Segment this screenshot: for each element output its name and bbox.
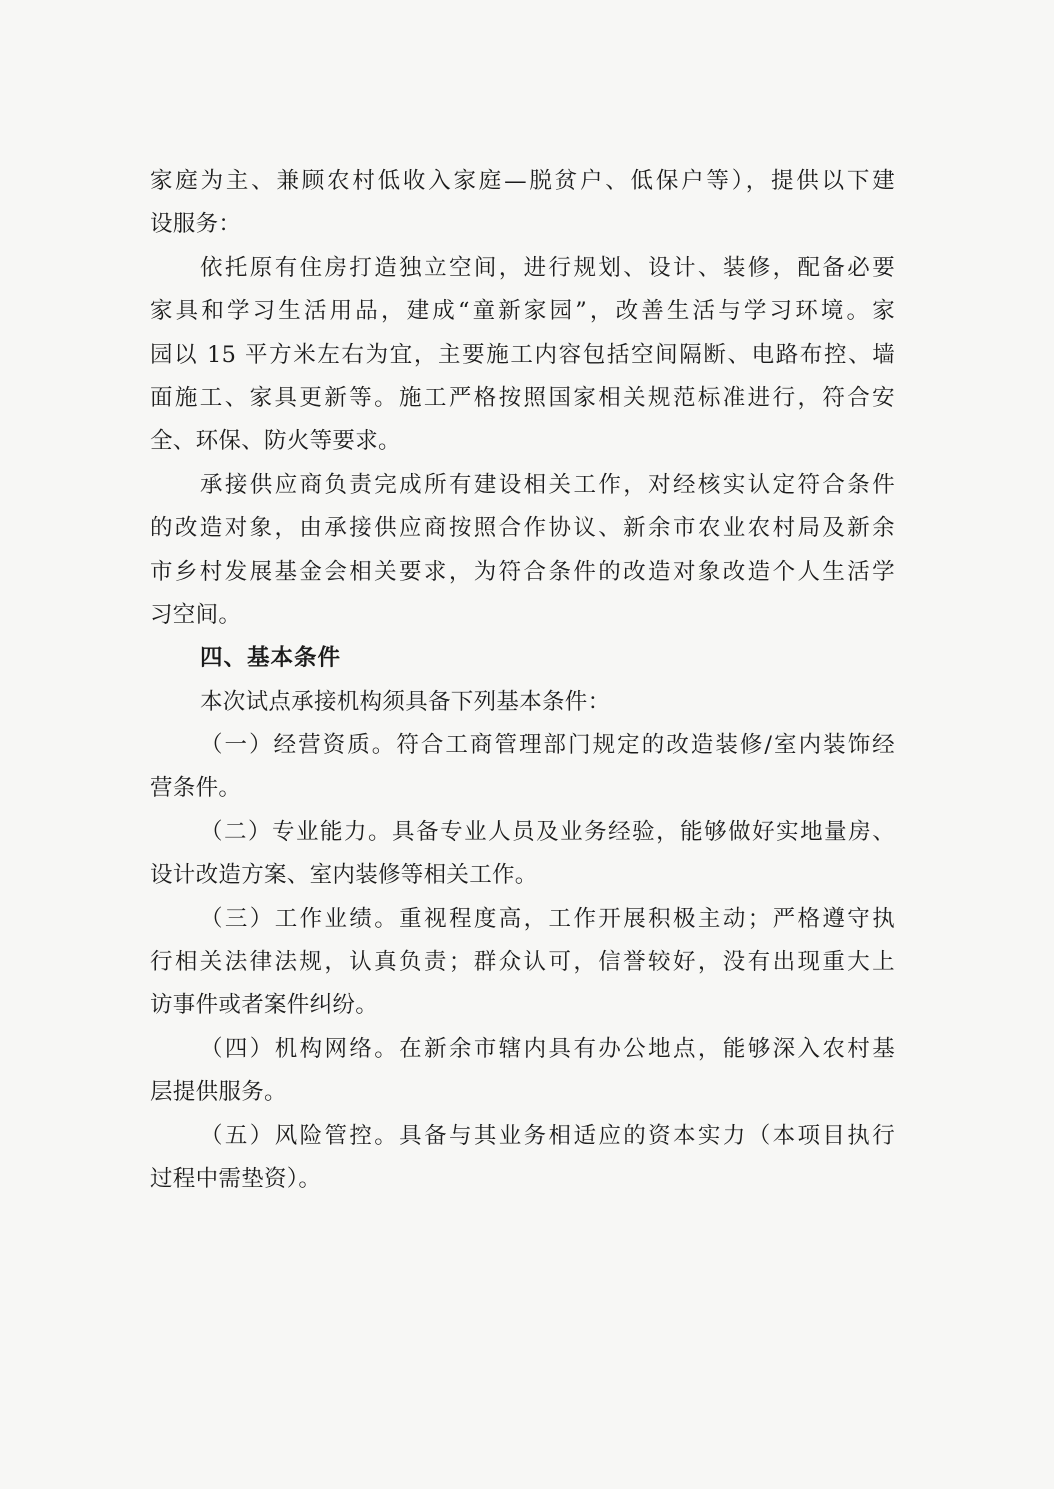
paragraph-line: 行相关法律法规，认真负责；群众认可，信誉较好，没有出现重大上 bbox=[150, 949, 895, 976]
paragraph-line: （一）经营资质。符合工商管理部门规定的改造装修/室内装饰经 bbox=[200, 732, 895, 759]
paragraph-line: 设计改造方案、室内装修等相关工作。 bbox=[150, 862, 538, 889]
paragraph-line: 访事件或者案件纠纷。 bbox=[150, 992, 379, 1019]
paragraph-line: 承接供应商负责完成所有建设相关工作，对经核实认定符合条件 bbox=[200, 471, 895, 498]
section-heading: 四、基本条件 bbox=[200, 645, 342, 672]
paragraph-line: 全、环保、防火等要求。 bbox=[150, 428, 401, 455]
paragraph-line: 家庭为主、兼顾农村低收入家庭—脱贫户、低保户等），提供以下建 bbox=[150, 168, 895, 194]
paragraph-line: （三）工作业绩。重视程度高，工作开展积极主动；严格遵守执 bbox=[200, 905, 895, 932]
paragraph-line: 习空间。 bbox=[150, 601, 242, 628]
paragraph-line: 的改造对象，由承接供应商按照合作协议、新余市农业农村局及新余 bbox=[150, 515, 895, 542]
paragraph-line: 设服务： bbox=[150, 211, 242, 238]
paragraph-line: 园以 15 平方米左右为宜，主要施工内容包括空间隔断、电路布控、墙 bbox=[150, 341, 895, 368]
paragraph-line: 营条件。 bbox=[150, 775, 242, 802]
paragraph-line: 本次试点承接机构须具备下列基本条件： bbox=[200, 688, 611, 715]
document-body bbox=[150, 160, 895, 1201]
paragraph-line: 过程中需垫资）。 bbox=[150, 1165, 322, 1192]
paragraph-line: 依托原有住房打造独立空间，进行规划、设计、装修，配备必要 bbox=[200, 254, 895, 281]
paragraph-line: （五）风险管控。具备与其业务相适应的资本实力（本项目执行 bbox=[200, 1122, 895, 1149]
paragraph-line: （二）专业能力。具备专业人员及业务经验，能够做好实地量房、 bbox=[200, 818, 895, 845]
paragraph-line: 层提供服务。 bbox=[150, 1079, 287, 1106]
paragraph-line: （四）机构网络。在新余市辖内具有办公地点，能够深入农村基 bbox=[200, 1035, 895, 1062]
paragraph-line: 市乡村发展基金会相关要求，为符合条件的改造对象改造个人生活学 bbox=[150, 558, 895, 585]
paragraph-line: 面施工、家具更新等。施工严格按照国家相关规范标准进行，符合安 bbox=[150, 384, 895, 411]
paragraph-line: 家具和学习生活用品，建成“童新家园”，改善生活与学习环境。家 bbox=[150, 298, 895, 325]
